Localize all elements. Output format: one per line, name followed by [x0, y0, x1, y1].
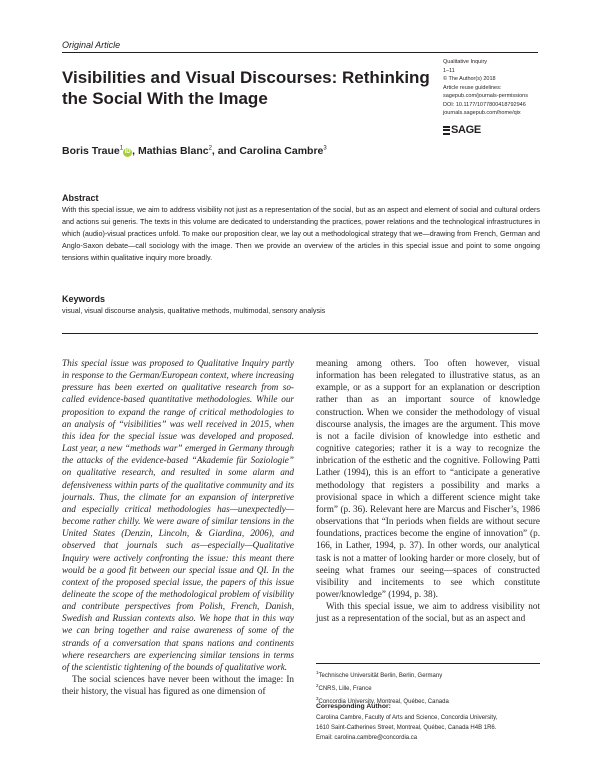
affiliation-text: CNRS, Lille, France [318, 686, 372, 692]
section-divider [62, 333, 538, 334]
article-title: Visibilities and Visual Discourses: Rethinking the Social With the Image [62, 68, 430, 108]
body-paragraph: meaning among others. Too often however, visual information has been relegated to illustrative status, as an example, or as a support for an explanation or description rather than as an important source of knowledge construction. When we consider the methodology of visual discourse analysis, the images are the argument. This move is not a facile division of knowledge into esthetic and cognitive categories; rather it is a way to recognize the inbrication of the esthetic and the cognitive. Following Patti Lather (1994), this is an effort to “anticipate a generative methodology that registers a possibility and marks a provisional space in which a different science might take form” (p. 36). Relevant here are Marcus and Fischer’s, 1986 observations that “In periods when fields are without secure foundations, practices become the engine of innovation” (p. 166, in Lather, 1994, p. 37). In other words, our analytical task is not a matter of looking harder or more closely, but of seeing what frames our seeing—spaces of constructed visibility and incitements to see which constitute power/knowledge” (1994, p. 38). [316, 358, 540, 599]
affiliation-number: 2 [316, 683, 319, 688]
sage-logo-icon [443, 126, 450, 135]
affiliation-number: 1 [316, 670, 319, 675]
keywords-heading: Keywords [62, 294, 106, 304]
footnote-divider [316, 663, 540, 664]
orcid-icon[interactable]: iD [124, 149, 131, 155]
abstract-heading: Abstract [62, 193, 99, 203]
affiliation-marker: 2 [208, 145, 212, 152]
corresponding-author-address: 1610 Saint-Catherines Street, Montreal, Québec, Canada H4B 1R6. [316, 725, 497, 731]
affiliation-marker: 3 [323, 145, 327, 152]
affiliation-text: Concordia University, Montreal, Québec, Canada [318, 699, 449, 705]
keywords-text: visual, visual discourse analysis, qualitative methods, multimodal, sensory analysis [62, 306, 326, 315]
corresponding-author-email[interactable]: Email: carolina.cambre@concordia.ca [316, 735, 418, 741]
affiliation-item [316, 681, 540, 694]
journal-name: Qualitative Inquiry [443, 59, 488, 65]
corresponding-author-details [316, 713, 542, 743]
author-name: Boris Traue [62, 145, 120, 157]
reuse-guidelines: Article reuse guidelines: [443, 84, 502, 91]
corresponding-author-heading: Corresponding Author: [316, 703, 391, 710]
author-name: Mathias Blanc [137, 145, 209, 157]
journal-info [443, 58, 573, 118]
sage-logo-text: SAGE [451, 124, 481, 136]
permissions-link[interactable]: sagepub.com/journals-permissions [443, 93, 528, 99]
copyright: © The Author(s) 2018 [443, 76, 496, 82]
author-separator: , [132, 145, 138, 157]
body-column-left [62, 357, 294, 697]
page-range: 1–11 [443, 67, 455, 74]
journal-home-link[interactable]: journals.sagepub.com/home/qix [443, 110, 521, 116]
body-column-right [316, 357, 540, 624]
affiliation-item [316, 668, 540, 681]
corresponding-author-line: Carolina Cambre, Faculty of Arts and Science, Concordia University, [316, 715, 498, 721]
doi[interactable]: DOI: 10.1177/1077800418792946 [443, 101, 526, 108]
article-type-label: Original Article [62, 40, 121, 50]
body-paragraph: With this special issue, we aim to address visibility not just as a representation of the social, but as an aspect and [316, 601, 540, 624]
author-list [62, 145, 327, 157]
author-name: Carolina Cambre [239, 145, 324, 157]
affiliation-marker: 1 [119, 145, 124, 152]
affiliations [316, 668, 540, 707]
intro-paragraph: This special issue was proposed to Qualitative Inquiry partly in response to the German/European context, where increasing pressure has been exerted on qualitative research from so-called evidence-based quantitative methodologies. While our proposition to expand the range of critical methodologies to an analysis of “visibilities” was well received in 2015, when this idea for the special issue was developed and proposed. Last year, a new “methods war” emerged in Germany through the attacks of the evidence-based “Akademie für Soziologie” on qualitative research, and resulted in some alarm and defensiveness within parts of the qualitative community and its journals. Thus, the climate for an expansion of interpretive and especially critical methodologies has—unexpectedly—become rather chilly. We were aware of similar tensions in the United States (Denzin, Lincoln, & Giardina, 2006), and observed that journals such as—especially—Qualitative Inquiry were actively confronting the issue: this meant there would be a good fit between our special issue and QI. In the context of the proposed special issue, the papers of this issue delineate the scope of the methodological problem of visibility and contribute perspectives from Polish, French, Danish, Swedish and Russian contexts also. We hope that in this way we can bring together and raise awareness of some of the strands of a conversation that spans nations and continents where researchers are experiencing similar tensions in terms of the scientistic tightening of the bounds of qualitative work. [62, 358, 294, 672]
author-separator: , and [211, 145, 240, 157]
affiliation-number: 3 [316, 696, 319, 701]
body-paragraph: The social sciences have never been without the image: In their history, the visual has figured as one dimension of [62, 674, 294, 697]
affiliation-text: Technische Universität Berlin, Berlin, Germany [318, 673, 443, 679]
sage-logo [443, 124, 481, 136]
top-divider [62, 52, 538, 53]
abstract-text: With this special issue, we aim to address visibility not just as a representation of the social, but as an aspect and element of social and cultural orders and actions sui generis. The texts in this volume are dedicated to understanding the practices, power relations and the technological infrastructures in which (audio)-visual practices unfold. To make our proposition clear, we lay out a methodological strategy that we—drawing from French, German and Anglo-Saxon debate—call sociology with the image. Then we provide an overview of the articles in this special issue and point to some ongoing tensions within qualitative inquiry more broadly. [62, 205, 540, 262]
